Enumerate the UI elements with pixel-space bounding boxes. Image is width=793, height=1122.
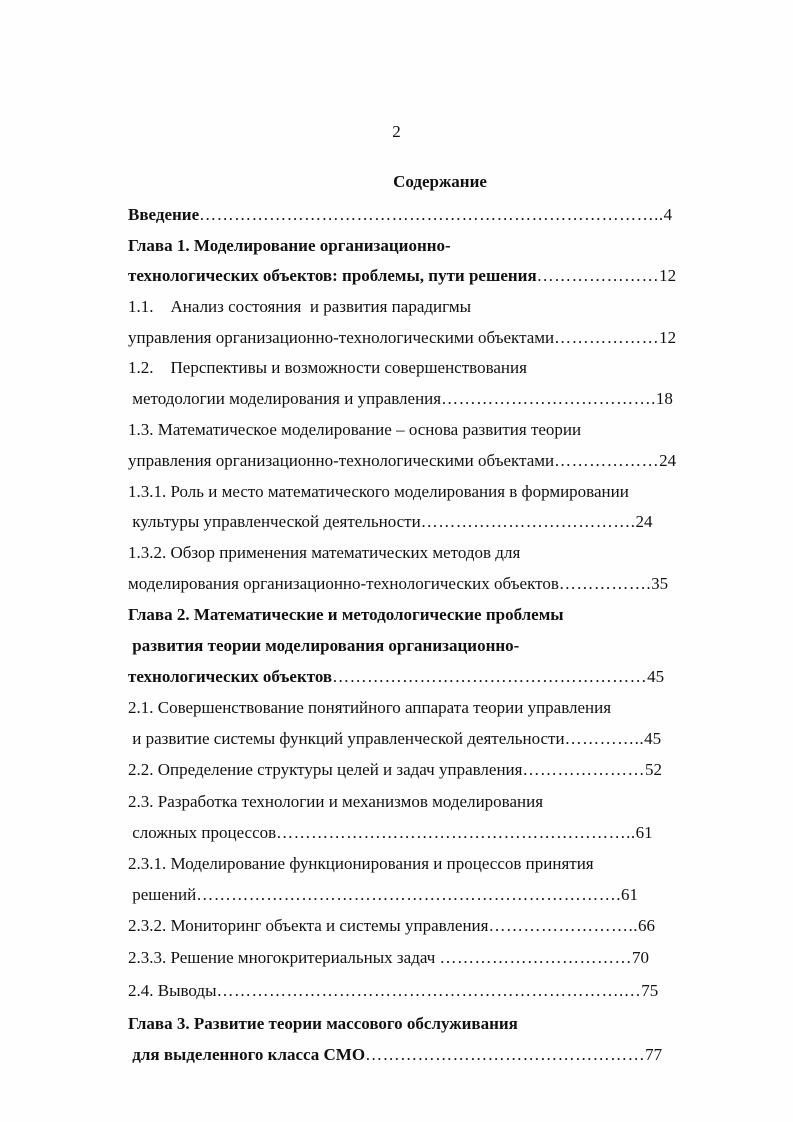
toc-entry-page: 77 — [645, 1045, 663, 1064]
toc-entry-text: для выделенного класса СМО — [128, 1045, 366, 1064]
toc-entry — [128, 667, 664, 687]
table-of-contents-title: Содержание — [393, 172, 487, 191]
toc-entry-page: 12 — [659, 266, 677, 285]
toc-entry-page: 24 — [635, 512, 653, 531]
toc-entry-text: технологических объектов — [128, 667, 333, 686]
toc-entry-text: 2.4. Выводы — [128, 981, 217, 1000]
toc-entry-text: развития теории моделирования организационно- — [128, 636, 520, 655]
toc-entry-leader: ………….. — [564, 729, 645, 748]
toc-entry-leader: …………………………………………………………….… — [216, 981, 642, 1000]
toc-entry-text: технологических объектов: проблемы, пути решения — [128, 266, 537, 285]
toc-entry-text: решений — [128, 885, 197, 904]
toc-entry-text: управления организационно-технологическими объектами — [128, 328, 555, 347]
toc-entry-leader: ………………………………………… — [365, 1045, 646, 1064]
toc-entry-page: 66 — [637, 916, 655, 935]
toc-entry-text: сложных процессов — [128, 823, 277, 842]
toc-entry-leader: ……………. — [558, 574, 652, 593]
toc-entry-text: управления организационно-технологическими объектами — [128, 451, 555, 470]
toc-entry-text: методологии моделирования и управления — [128, 389, 442, 408]
toc-entry — [128, 236, 451, 256]
toc-entry-text: 1.3.1. Роль и место математического моделирования в формировании — [128, 482, 629, 501]
toc-entry-leader: ………………… — [522, 760, 645, 779]
toc-entry-leader: ……………… — [554, 451, 660, 470]
toc-entry-text: Введение — [128, 205, 200, 224]
toc-entry-text: Глава 3. Развитие теории массового обслуживания — [128, 1014, 518, 1033]
toc-entry-leader: …………………………… — [439, 948, 633, 967]
toc-entry-text: моделирования организационно-технологических объектов — [128, 574, 559, 593]
toc-entry-text: 2.3.3. Решение многокритериальных задач — [128, 948, 440, 967]
toc-entry — [128, 328, 676, 348]
toc-entry — [128, 981, 658, 1001]
toc-entry-page: 45 — [644, 729, 662, 748]
toc-entry — [128, 760, 662, 780]
toc-entry-leader: ……………… — [554, 328, 660, 347]
toc-entry — [128, 885, 638, 905]
toc-entry — [128, 854, 594, 874]
toc-entry — [128, 358, 527, 378]
toc-entry-leader: ………………………………………………………………. — [196, 885, 621, 904]
toc-entry-page: 12 — [659, 328, 677, 347]
toc-entry-page: 52 — [644, 760, 662, 779]
toc-entry — [128, 698, 611, 718]
toc-entry-text: и развитие системы функций управленческой деятельности — [128, 729, 565, 748]
toc-entry — [128, 482, 629, 502]
toc-entry-text: 1.3. Математическое моделирование – основа развития теории — [128, 420, 582, 439]
toc-entry — [128, 916, 655, 936]
toc-entry-text: культуры управленческой деятельности — [128, 512, 421, 531]
toc-entry-page: 35 — [651, 574, 669, 593]
toc-entry-page: 45 — [647, 667, 665, 686]
toc-entry-page: 24 — [659, 451, 677, 470]
toc-entry-page: 61 — [635, 823, 653, 842]
toc-entry — [128, 543, 520, 563]
toc-entry-text: 1.1. Анализ состояния и развития парадигмы — [128, 297, 472, 316]
toc-entry — [128, 636, 519, 656]
toc-entry-page: 18 — [655, 389, 673, 408]
toc-entry-text: Глава 1. Моделирование организационно- — [128, 236, 451, 255]
toc-entry-text: 2.1. Совершенствование понятийного аппарата теории управления — [128, 698, 612, 717]
toc-entry-leader: …………………………………………………………………….. — [199, 205, 664, 224]
toc-entry-page: 70 — [632, 948, 650, 967]
toc-entry-leader: ………………………………. — [420, 512, 636, 531]
toc-entry — [128, 823, 653, 843]
toc-entry — [128, 574, 668, 594]
toc-entry — [128, 266, 676, 286]
toc-entry-text: 2.3.2. Мониторинг объекта и системы управления — [128, 916, 489, 935]
toc-entry-text: 1.3.2. Обзор применения математических методов для — [128, 543, 521, 562]
toc-entry-text: 2.2. Определение структуры целей и задач управления — [128, 760, 523, 779]
toc-entry — [128, 389, 673, 409]
toc-entry-page: 4 — [663, 205, 673, 224]
toc-entry-text: 2.3. Разработка технологии и механизмов моделирования — [128, 792, 544, 811]
toc-entry-leader: ………………………………. — [441, 389, 656, 408]
toc-entry-leader: ……………………………………………… — [332, 667, 648, 686]
toc-entry — [128, 605, 564, 625]
toc-entry — [128, 729, 661, 749]
toc-entry-text: Глава 2. Математические и методологические проблемы — [128, 605, 564, 624]
toc-entry — [128, 297, 471, 317]
toc-entry-leader: ………………… — [536, 266, 660, 285]
toc-entry-text: 2.3.1. Моделирование функционирования и процессов принятия — [128, 854, 594, 873]
toc-entry-leader: …………………….. — [488, 916, 638, 935]
toc-entry-text: 1.2. Перспективы и возможности совершенствования — [128, 358, 527, 377]
toc-entry — [128, 1045, 662, 1065]
toc-entry — [128, 948, 649, 968]
page-number: 2 — [392, 122, 401, 141]
toc-entry — [128, 512, 652, 532]
toc-entry — [128, 1014, 518, 1034]
toc-entry — [128, 420, 581, 440]
toc-entry — [128, 792, 543, 812]
toc-entry — [128, 205, 672, 225]
toc-entry — [128, 451, 676, 471]
toc-entry-page: 75 — [641, 981, 659, 1000]
toc-entry-leader: …………………………………………………….. — [276, 823, 636, 842]
toc-entry-page: 61 — [620, 885, 638, 904]
